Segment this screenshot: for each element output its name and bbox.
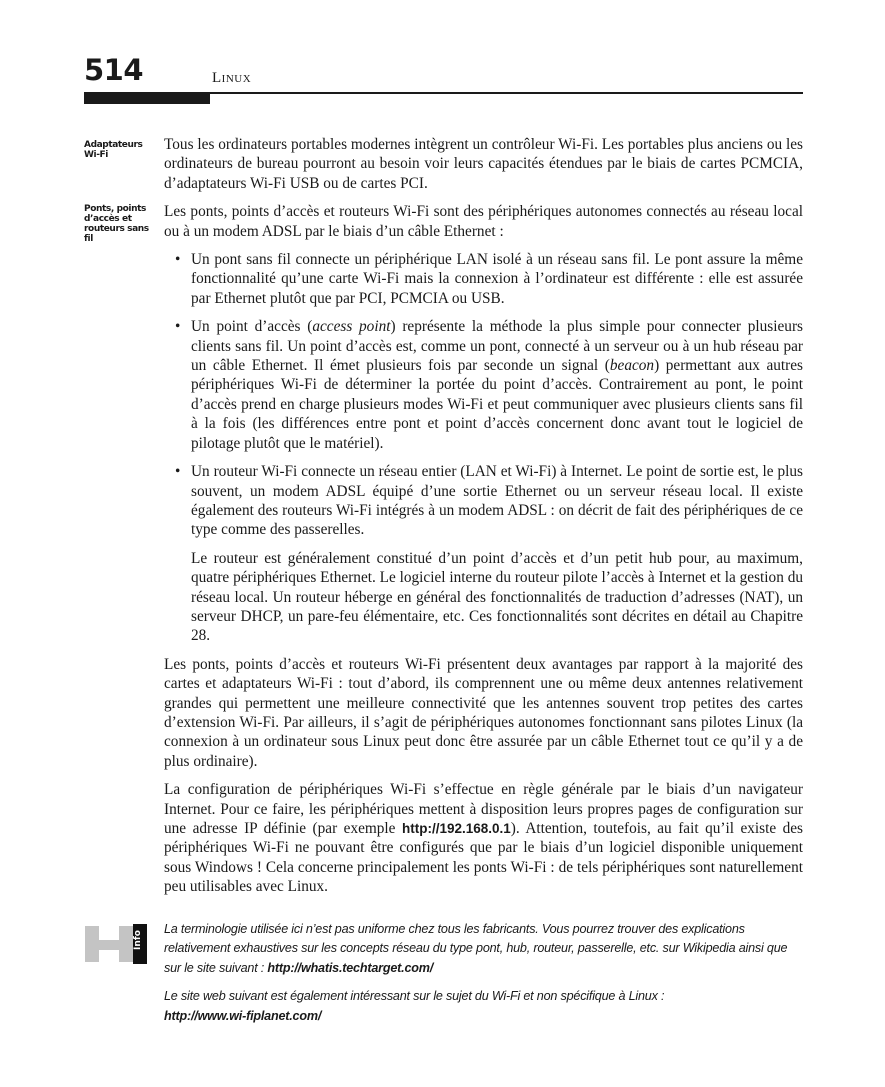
link-whatis[interactable]: http://whatis.techtarget.com/ xyxy=(267,960,434,975)
paragraph-router-details: Le routeur est généralement constitué d’un point d’accès et d’un petit hub pour, au maximum, quatre périphériques Ethernet. Le logiciel interne du routeur pilote l’accès à Internet et la gestion du réseau local. Un routeur héberge en général des fonctionnalités de traduction d’adresses (NAT), un serveur DHCP, un pare-feu élémentaire, etc. Ces fonctionnalités sont décrites en détail au Chapitre 28. xyxy=(191,549,803,645)
info-note-paragraph-1 xyxy=(164,920,803,978)
device-list xyxy=(164,250,803,540)
list-item-access-point xyxy=(191,317,803,453)
page-number: 514 xyxy=(84,53,144,87)
paragraph-advantages: Les ponts, points d’accès et routeurs Wi-Fi présentent deux avantages par rapport à la majorité des cartes et adaptateurs Wi-Fi : tout d’abord, ils comprennent une ou même deux antennes relativement grandes qui permettent une meilleure connectivité que les antennes souvent trop petites des cartes d’extension Wi-Fi. Par ailleurs, il s’agit de périphériques autonomes fonctionnant sans pilotes Linux (la connexion à un ordinateur sous Linux peut donc être assurée par un câble Ethernet tout ce qu’il y a de plus ordinaire). xyxy=(164,655,803,770)
paragraph-wifi-adapters: Tous les ordinateurs portables modernes intègrent un contrôleur Wi-Fi. Les portables plus anciens ou les ordinateurs de bureau pourront au besoin voir leurs capacités étendues par le biais de cartes PCMCIA, d’adaptateurs Wi-Fi USB ou de cartes PCI. xyxy=(164,136,803,192)
config-ip-url: http://192.168.0.1 xyxy=(401,821,511,836)
margin-note-wifi-adapters: Adaptateurs Wi-Fi xyxy=(84,140,143,160)
info-note-text-1: La terminologie utilisée ici n’est pas uniforme chez tous les fabricants. Vous pourrez trouver des explications relativement exhaustives sur les concepts réseau du type pont, hub, routeur, passerelle, etc. sur Wikipedia ainsi que sur le site suivant : xyxy=(164,922,788,975)
link-wifiplanet[interactable]: http://www.wi-fiplanet.com/ xyxy=(164,1008,322,1023)
access-point-text-a: Un point d’accès ( xyxy=(191,318,313,336)
margin-note-bridges: Ponts, points d’accès et routeurs sans fil xyxy=(84,204,149,244)
info-icon-label: Info xyxy=(133,930,143,950)
info-icon xyxy=(85,924,147,964)
running-head: Linux xyxy=(212,70,252,86)
term-access-point: access point xyxy=(312,318,391,336)
header-bar xyxy=(84,94,210,104)
paragraph-configuration xyxy=(164,780,803,896)
info-note-paragraph-2 xyxy=(164,987,803,1026)
body-text xyxy=(164,135,803,906)
configuration-text-a: La configuration de périphériques Wi-Fi s’effectue en règle générale par le biais d’un navigateur Internet. Pour ce faire, les périphériques mettent à disposition leurs propres pages de configuration sur une adresse IP définie (par exemple xyxy=(164,781,803,837)
access-point-text-b: ) représente la méthode la plus simple pour connecter plusieurs clients sans fil. Un point d’accès est, comme un pont, connecté à un serveur ou à un hub réseau par un câble Ethernet. Il émet plusieurs fois par seconde un signal ( xyxy=(191,318,803,375)
paragraph-bridges-intro: Les ponts, points d’accès et routeurs Wi-Fi sont des périphériques autonomes connectés au réseau local ou à un modem ADSL par le biais d’un câble Ethernet : xyxy=(164,203,803,240)
access-point-text-c: ) permettant aux autres périphériques Wi-Fi de déterminer la portée du point d’accès. Contrairement au pont, le point d’accès prend en charge plusieurs modes Wi-Fi et peut communiquer avec plusieurs clients sans fil à la fois (les différences entre pont et point d’accès concernent donc avant tout le logiciel de pilotage plutôt que le matériel). xyxy=(191,357,803,452)
info-note xyxy=(164,920,803,1035)
configuration-text-b: ). Attention, toutefois, au fait qu’il existe des périphériques Wi-Fi ne pouvant être configurés que par le biais d’un logiciel disponible uniquement sous Windows ! Cela concerne principalement les ponts Wi-Fi : de tels périphériques sont naturellement peu utilisables avec Linux. xyxy=(164,820,803,896)
info-note-text-2: Le site web suivant est également intéressant sur le sujet du Wi-Fi et non spécifique à Linux : xyxy=(164,989,665,1004)
list-item-bridge: • Un pont sans fil connecte un périphérique LAN isolé à un réseau sans fil. Le pont assure la même fonctionnalité qu’une carte Wi-Fi mais la connexion à l’ordinateur est différente : elle est assurée par Ethernet plutôt que par PCI, PCMCIA ou USB. xyxy=(191,250,803,308)
term-beacon: beacon xyxy=(609,357,655,375)
list-item-router: • Un routeur Wi-Fi connecte un réseau entier (LAN et Wi-Fi) à Internet. Le point de sortie est, le plus souvent, un modem ADSL équipé d’une sortie Ethernet ou un serveur réseau local. Il existe également des routeurs Wi-Fi intégrés à un modem ADSL : on décrit de fait des périphériques de ce type comme des passerelles. xyxy=(191,462,803,540)
